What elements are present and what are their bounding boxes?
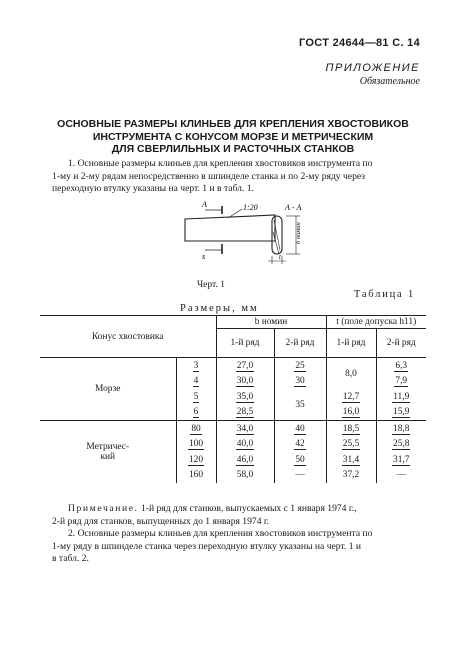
cell-b2: 40 [274, 421, 326, 437]
cell-b2: 42 [274, 437, 326, 453]
title-line: ИНСТРУМЕНТА С КОНУСОМ МОРЗЕ И МЕТРИЧЕСКИМ [92, 130, 374, 143]
paragraph-line: 1-му и 2-му рядам непосредственно в шпинделе станка и по 2-му ряду через [52, 170, 366, 182]
table-row [40, 358, 426, 374]
cell-t1: 8,0 [326, 358, 376, 390]
cell-t2: — [376, 468, 426, 484]
header-cone: Конус хвостовика [40, 316, 216, 358]
group-metric-line: Метричес- [86, 442, 130, 452]
mandatory-label: Обязательное [359, 76, 420, 87]
figure-caption: Черт. 1 [197, 280, 225, 290]
appendix-label: ПРИЛОЖЕНИЕ [325, 62, 420, 74]
cell-t1: 37,2 [326, 468, 376, 484]
cell-b1: 40,0 [216, 437, 274, 453]
table-label: Таблица 1 [353, 289, 415, 300]
header-b: b номин [216, 316, 326, 329]
group-morse: Морзе [95, 384, 121, 394]
cell-b2: — [274, 468, 326, 484]
label-b-nom: b номин [295, 222, 302, 244]
cell-t2: 25,8 [376, 437, 426, 453]
cell-t2: 15,9 [376, 405, 426, 421]
paragraph-line: переходную втулку указаны на черт. 1 и в табл. 1. [52, 183, 254, 194]
cell-b1: 35,0 [216, 389, 274, 405]
cell-b2: 35 [274, 389, 326, 421]
hatch-line [273, 232, 279, 254]
label-a-top: А [202, 200, 207, 209]
paragraph-line: в табл. 2. [52, 553, 89, 564]
cell-t1: 25,5 [326, 437, 376, 453]
dimensions-table [40, 315, 426, 483]
label-s: s [202, 252, 206, 261]
table-units: Размеры, мм [180, 303, 259, 314]
cell-t1: 31,4 [326, 452, 376, 468]
paragraph-line: 1-му ряду в шпинделе станка через переходную втулку указаны на черт. 1 и [52, 540, 362, 552]
paragraph-line: 1. Основные размеры клиньев для крепления хвостовиков инструмента по [68, 158, 373, 169]
paragraph-line: 2. Основные размеры клиньев для крепления хвостовиков инструмента по [68, 528, 373, 539]
cell-t2: 31,7 [376, 452, 426, 468]
cell-b1: 46,0 [216, 452, 274, 468]
wedge-drawing [160, 198, 320, 278]
note-label: Примечание. [68, 503, 139, 514]
title-line: ДЛЯ СВЕРЛИЛЬНЫХ И РАСТОЧНЫХ СТАНКОВ [111, 143, 355, 155]
label-t: t [279, 253, 281, 261]
title-line: ОСНОВНЫЕ РАЗМЕРЫ КЛИНЬЕВ ДЛЯ КРЕПЛЕНИЯ ХВОСТОВИКОВ [57, 118, 409, 130]
table-row [40, 421, 426, 437]
cell-cone: 80 [176, 421, 216, 437]
page-header: ГОСТ 24644—81 С. 14 [299, 37, 420, 49]
paragraph-1 [52, 158, 422, 196]
group-metric-line: кий [100, 452, 116, 462]
cell-b2: 50 [274, 452, 326, 468]
cell-b1: 27,0 [216, 358, 274, 374]
cell-t1: 18,5 [326, 421, 376, 437]
cell-b2: 25 [274, 358, 326, 374]
cell-cone: 5 [176, 389, 216, 405]
note [52, 503, 422, 528]
cell-cone: 4 [176, 374, 216, 390]
header-t-row1: 1-й ряд [326, 329, 376, 358]
cell-cone: 6 [176, 405, 216, 421]
label-slope: 1:20 [243, 203, 258, 212]
header-t-row2: 2-й ряд [376, 329, 426, 358]
note-line: 2-й ряд для станков, выпущенных до 1 января 1974 г. [52, 515, 270, 527]
note-line [52, 503, 422, 516]
cell-b1: 28,5 [216, 405, 274, 421]
cell-b1: 34,0 [216, 421, 274, 437]
header-b-row2: 2-й ряд [274, 329, 326, 358]
cell-b2: 30 [274, 374, 326, 390]
label-section: А - А [285, 203, 302, 212]
cell-cone: 3 [176, 358, 216, 374]
cell-b1: 58,0 [216, 468, 274, 484]
paragraph-2 [52, 528, 422, 566]
cell-t2: 18,8 [376, 421, 426, 437]
cell-t1: 12,7 [326, 389, 376, 405]
note-text: 1-й ряд для станков, выпускаемых с 1 января 1974 г., [138, 503, 357, 514]
cell-t2: 6,3 [376, 358, 426, 374]
cell-cone: 120 [176, 452, 216, 468]
cell-cone: 100 [176, 437, 216, 453]
group-metric [40, 421, 176, 484]
header-t: t (поле допуска h11) [326, 316, 426, 329]
cell-b1: 30,0 [216, 374, 274, 390]
header-b-row1: 1-й ряд [216, 329, 274, 358]
section-title [40, 118, 426, 156]
cell-t2: 11,9 [376, 389, 426, 405]
wedge-outline [185, 215, 275, 241]
cell-t2: 7,9 [376, 374, 426, 390]
cell-cone: 160 [176, 468, 216, 484]
cell-t1: 16,0 [326, 405, 376, 421]
